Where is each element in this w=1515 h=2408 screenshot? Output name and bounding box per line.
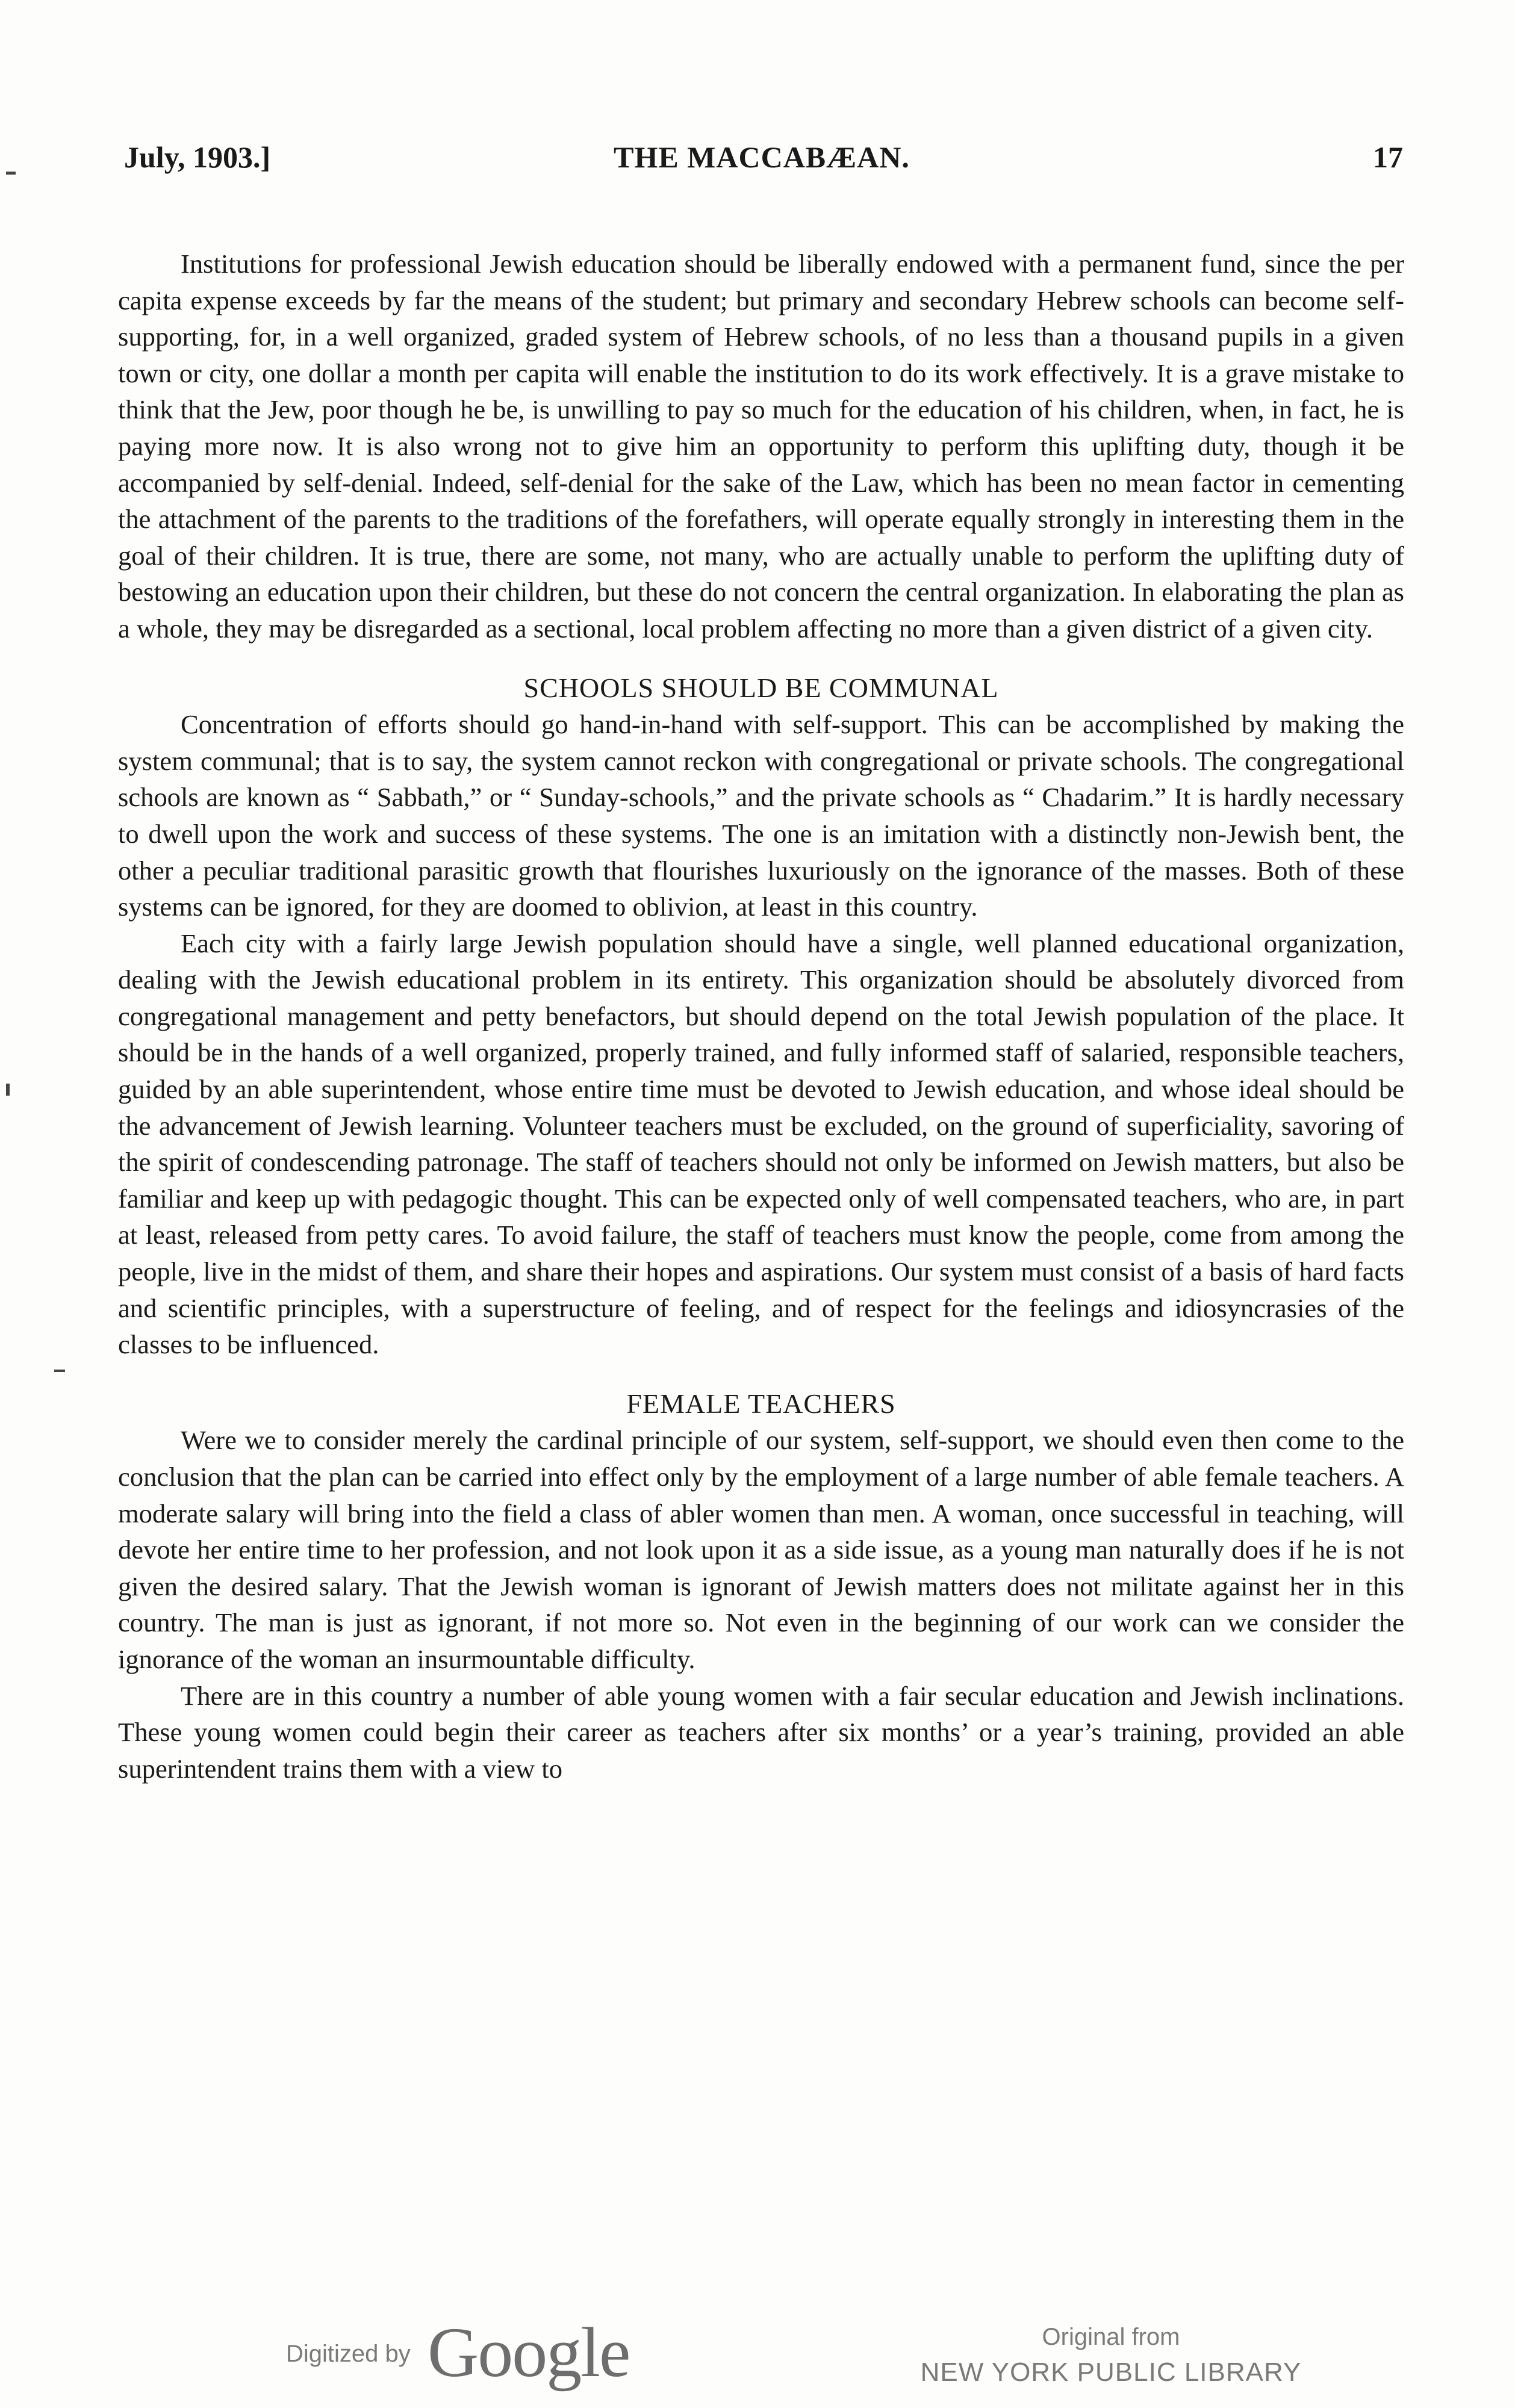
paragraph: Institutions for professional Jewish education should be liberally endowed with a permanent fund, since the per capita expense exceeds by far the means of the student; but primary and secondary Hebrew schools can become self-supporting, for, in a well organized, graded system of Hebrew schools, of no less than a thousand pupils in a given town or city, one dollar a month per capita will enable the institution to do its work effectively. It is a grave mistake to think that the Jew, poor though he be, is unwilling to pay so much for the education of his children, when, in fact, he is paying more now. It is also wrong not to give him an opportunity to perform this uplifting duty, though it be accompanied by self-denial. Indeed, self-denial for the sake of the Law, which has been no mean factor in cementing the attachment of the parents to the traditions of the forefathers, will operate equally strongly in interesting them in the goal of their children. It is true, there are some, not many, who are actually unable to perform the uplifting duty of bestowing an education upon their children, but these do not concern the central organization. In elaborating the plan as a whole, they may be disregarded as a sectional, local problem affecting no more than a given district of a given city. [118,249,1404,644]
issue-date: July, 1903.] [124,140,271,174]
scan-footer [0,2300,1515,2402]
library-name: NEW YORK PUBLIC LIBRARY [920,2357,1302,2387]
article-body [118,246,1404,1787]
section-heading: FEMALE TEACHERS [626,1388,896,1419]
original-from-label: Original from [1042,2324,1180,2350]
scan-margin-mark [6,172,16,175]
scan-margin-mark [54,1370,65,1372]
journal-title: THE MACCABÆAN. [614,140,910,174]
paragraph: Concentration of efforts should go hand-in-hand with self-support. This can be accomplished by making the system communal; that is to say, the system cannot reckon with congregational or private schools. The congregational schools are known as “ Sabbath,” or “ Sunday-schools,” and the private schools as “ Chadarim.” It is hardly necessary to dwell upon the work and success of these systems. The one is an imitation with a distinctly non-Jewish bent, the other a peculiar traditional parasitic growth that flourishes luxuriously on the ignorance of the masses. Both of these systems can be ignored, for they are doomed to oblivion, at least in this country. [118,709,1404,922]
paragraph: Were we to consider merely the cardinal principle of our system, self-support, we should even then come to the conclusion that the plan can be carried into effect only by the employment of a large number of able female teachers. A moderate salary will bring into the field a class of abler women than men. A woman, once successful in teaching, will devote her entire time to her profession, and not look upon it as a side issue, as a young man naturally does if he is not given the desired salary. That the Jewish woman is ignorant of Jewish matters does not militate against her in this country. The man is just as ignorant, if not more so. Not even in the beginning of our work can we consider the ignorance of the woman an insurmountable difficulty. [118,1425,1404,1674]
section-heading: SCHOOLS SHOULD BE COMMUNAL [523,672,999,703]
paragraph: Each city with a fairly large Jewish population should have a single, well planned educational organization, dealing with the Jewish educational problem in its entirety. This organization should be absolutely divorced from congregational management and petty benefactors, but should depend on the total Jewish population of the place. It should be in the hands of a well organized, properly trained, and fully informed staff of salaried, responsible teachers, guided by an able superintendent, whose entire time must be devoted to Jewish education, and whose ideal should be the advancement of Jewish learning. Volunteer teachers must be excluded, on the ground of superficiality, savoring of the spirit of condescending patronage. The staff of teachers should not only be informed on Jewish matters, but also be familiar and keep up with pedagogic thought. This can be expected only of well compensated teachers, who are, in part at least, released from petty cares. To avoid failure, the staff of teachers must know the people, come from among the people, live in the midst of them, and share their hopes and aspirations. Our system must consist of a basis of hard facts and scientific principles, with a superstructure of feeling, and of respect for the feelings and idiosyncrasies of the classes to be influenced. [118,928,1404,1360]
paragraph: There are in this country a number of able young women with a fair secular education and Jewish inclinations. These young women could begin their career as teachers after six months’ or a year’s training, provided an able superintendent trains them with a view to [118,1680,1404,1784]
scan-margin-mark [6,1084,10,1096]
digitized-by-label: Digitized by [286,2341,411,2367]
running-head [120,140,1403,188]
page-number: 17 [1373,140,1403,174]
google-logo: Google [428,2313,630,2392]
